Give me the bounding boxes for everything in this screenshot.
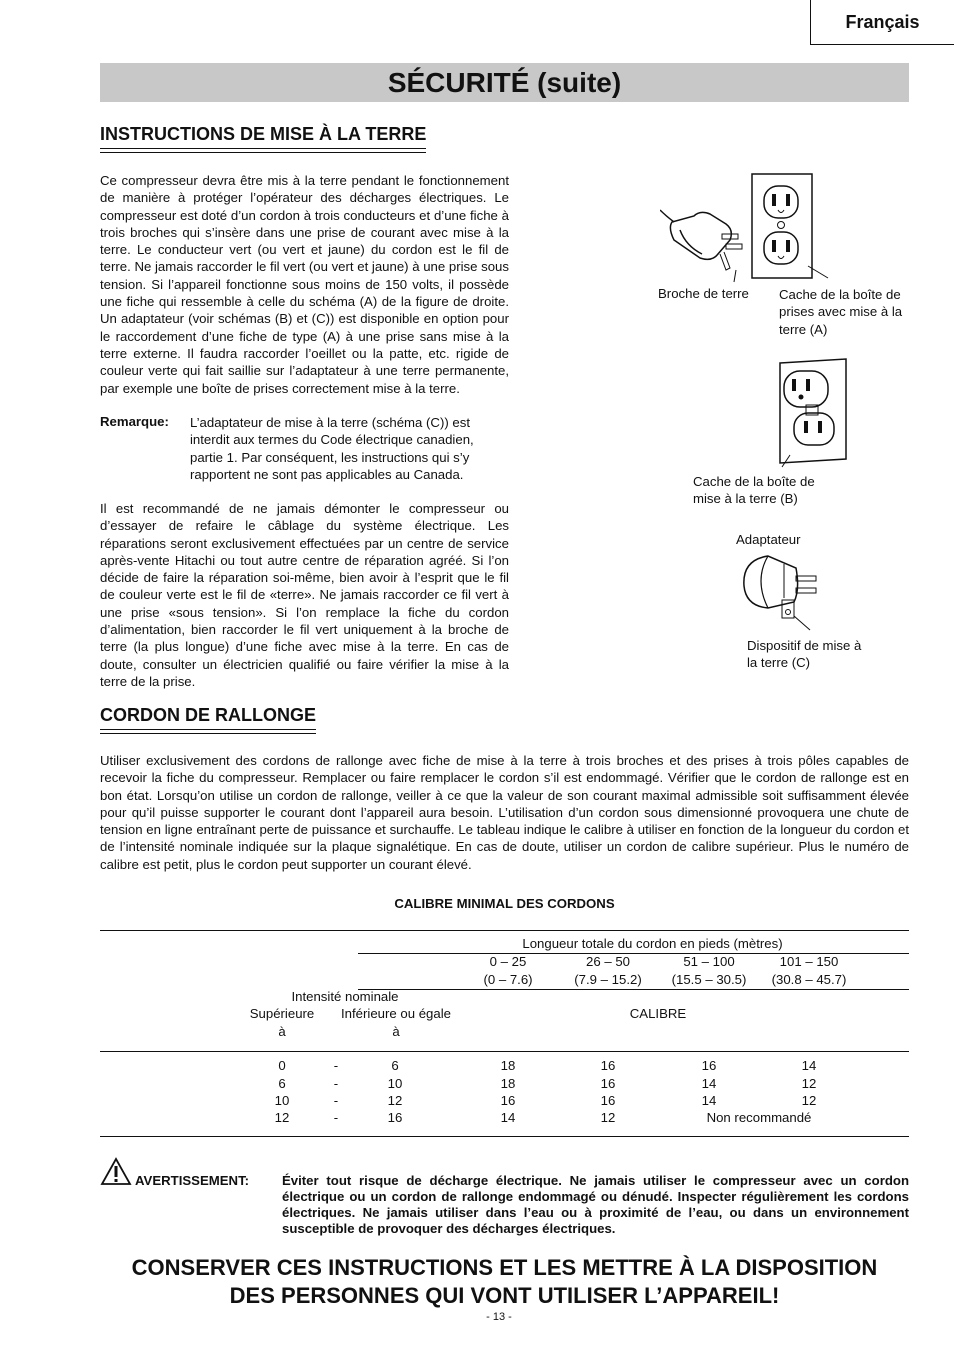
row-3-g3: 14 [701,1093,717,1108]
extension-paragraph: Utiliser exclusivement des cordons de rallonge avec fiche de mise à la terre à trois broches et des prises à trois pôles capables de recevoir la fiche du compresseur. Remplacer ou faire remplacer le cordon s’il est endommagé. Vérifier que le cordon de rallonge est en bon état. Lorsqu’on utilise un cordon de rallonge, veiller à ce que la valeur de son courant maximal admissible soit suffisamment élevée pour qu’il puisse supporter le courant dont l’appareil aura besoin. L’utilisation d’un cordon sous dimensionné provoquera une chute de tension en ligne entraînant perte de puissance et surchauffe. Le tableau indique le calibre à utiliser en fonction de la longueur du cordon et de l’intensité nominale indiquée sur la plaque signalétique. En cas de doute, utiliser un cordon de calibre supérieur. Plus le numéro de calibre est petit, plus le cordon peut supporter un courant élevé. [100,753,909,872]
page-number: - 13 - [486,1311,512,1323]
length-col-3-feet: 51 – 100 [683,954,735,969]
row-3-dash: - [333,1093,339,1108]
label-ground-pin: Broche de terre [658,286,749,301]
row-3-from: 10 [274,1093,290,1108]
row-4-dash: - [333,1110,339,1125]
warning-triangle-icon [100,1157,132,1186]
row-4-to: 16 [387,1110,403,1125]
warning-text: Éviter tout risque de décharge électrique. Ne jamais utiliser le compresseur avec un cordon électrique ou un cordon de rallonge endommagé ou dénudé. Inspecter régulièrement les cordons électriques. Ne jamais utiliser dans l’eau ou à proximité de l’eau, ou dans un environnement susceptible de provoquer des décharges électriques. [282,1173,909,1236]
row-1-dash: - [333,1058,339,1073]
row-4-g2: 12 [600,1110,616,1125]
length-col-4-feet: 101 – 150 [779,954,839,969]
row-2-to: 10 [387,1076,403,1091]
row-2-dash: - [333,1076,339,1091]
length-col-1-feet: 0 – 25 [489,954,527,969]
above-header: Supérieure [249,1006,315,1021]
note-text: L’adaptateur de mise à la terre (schéma (C)) est interdit aux termes du Code électrique canadien, partie 1. Par conséquent, les instructions qui s’y rapportent ne sont pas applicables au Canada. [190,415,474,482]
row-2-g1: 18 [500,1076,516,1091]
language-tab: Français [810,0,954,45]
length-col-1-meters: (0 – 7.6) [483,972,533,987]
length-col-3-meters: (15.5 – 30.5) [671,972,747,987]
label-adapter: Adaptateur [736,532,801,547]
table-title: CALIBRE MINIMAL DES CORDONS [394,896,615,911]
grounding-heading: INSTRUCTIONS DE MISE À LA TERRE [100,124,426,149]
length-cols-rule [358,989,909,990]
row-4-g1: 14 [500,1110,516,1125]
row-1-from: 0 [278,1058,286,1073]
rating-header: Intensité nominale [291,989,399,1004]
table-top-rule [100,930,909,931]
note-label: Remarque: [100,414,169,429]
page-title: SÉCURITÉ (suite) [100,63,909,102]
row-2-g3: 14 [701,1076,717,1091]
label-cover-a: Cache de la boîte de prises avec mise à la terre (A) [779,287,903,337]
outlet-a-illustration [660,170,860,295]
row-4-not-recommended: Non recommandé [706,1110,812,1125]
table-header-rule [100,1051,909,1052]
row-2-from: 6 [278,1076,286,1091]
row-3-g4: 12 [801,1093,817,1108]
row-2-g2: 16 [600,1076,616,1091]
row-1-g1: 18 [500,1058,516,1073]
row-4-from: 12 [274,1110,290,1125]
above-sub: à [278,1024,286,1039]
length-col-2-meters: (7.9 – 15.2) [574,972,642,987]
closing-line-1: CONSERVER CES INSTRUCTIONS ET LES METTRE À LA DISPOSITION [131,1255,878,1280]
label-cover-b: Cache de la boîte de mise à la terre (B) [693,474,815,507]
gauge-header: CALIBRE [629,1006,687,1021]
row-3-g2: 16 [600,1093,616,1108]
row-2-g4: 12 [801,1076,817,1091]
length-col-2-feet: 26 – 50 [586,954,630,969]
closing-line-2: DES PERSONNES QUI VONT UTILISER L’APPAREIL! [229,1283,780,1308]
warning-label: AVERTISSEMENT: [135,1173,250,1188]
length-col-4-meters: (30.8 – 45.7) [771,972,847,987]
length-header: Longueur totale du cordon en pieds (mètres) [522,936,783,951]
label-device-c: Dispositif de mise à la terre (C) [747,638,862,671]
below-header: Inférieure ou égale [341,1006,451,1021]
row-1-g4: 14 [801,1058,817,1073]
grounding-paragraph-2: Il est recommandé de ne jamais démonter le compresseur ou d’essayer de refaire le câblage du système électrique. Les réparations seront exclusivement effectuées par un centre de service après-vente Hitachi ou tout autre centre de réparation agréé. Si l’on décide de faire la réparation soi-même, bien avoir à l’esprit que le fil de couleur verte est le fil de «terre». Ne jamais raccorder ce fil vert à une prise «sous tension». Si l’on remplace la fiche du cordon d’alimentation, bien raccorder le fil vert uniquement à la broche de terre (la plus longue) d’une fiche avec mise à la terre. En cas de doute, consulter un électricien qualifié ou faire vérifier la mise à la terre de la prise. [100,501,509,689]
row-1-g2: 16 [600,1058,616,1073]
extension-heading: CORDON DE RALLONGE [100,705,316,730]
row-3-g1: 16 [500,1093,516,1108]
below-sub: à [392,1024,400,1039]
row-3-to: 12 [387,1093,403,1108]
outlet-b-illustration [760,355,870,470]
grounding-paragraph-1: Ce compresseur devra être mis à la terre pendant le fonctionnement de manière à protéger l’opérateur des décharges électriques. Le compresseur est doté d’un cordon à trois conducteurs et d’une fiche à trois broches qui s’insère dans une prise de courant avec mise à la terre. Le conducteur vert (ou vert et jaune) du cordon est le fil de terre. Ne jamais raccorder le fil vert (ou vert et jaune) à une prise sous tension. Si l’appareil fonctionne sous moins de 150 volts, il possède une fiche qui ressemble à celle du schéma (A) de la figure de droite. Un adaptateur (voir schémas (B) et (C)) est disponible en option pour le raccordement d’une fiche de type (A) à une prise sans mise à la terre externe. Il faudra raccorder l’oeillet ou la patte, etc. rigide de couleur verte qui fait saillie sur l’adaptateur à une terre permanente, par exemple une boîte de prises correctement mise à la terre. [100,173,509,396]
row-1-to: 6 [391,1058,399,1073]
adapter-illustration [738,550,838,635]
row-1-g3: 16 [701,1058,717,1073]
table-bottom-rule [100,1136,909,1137]
